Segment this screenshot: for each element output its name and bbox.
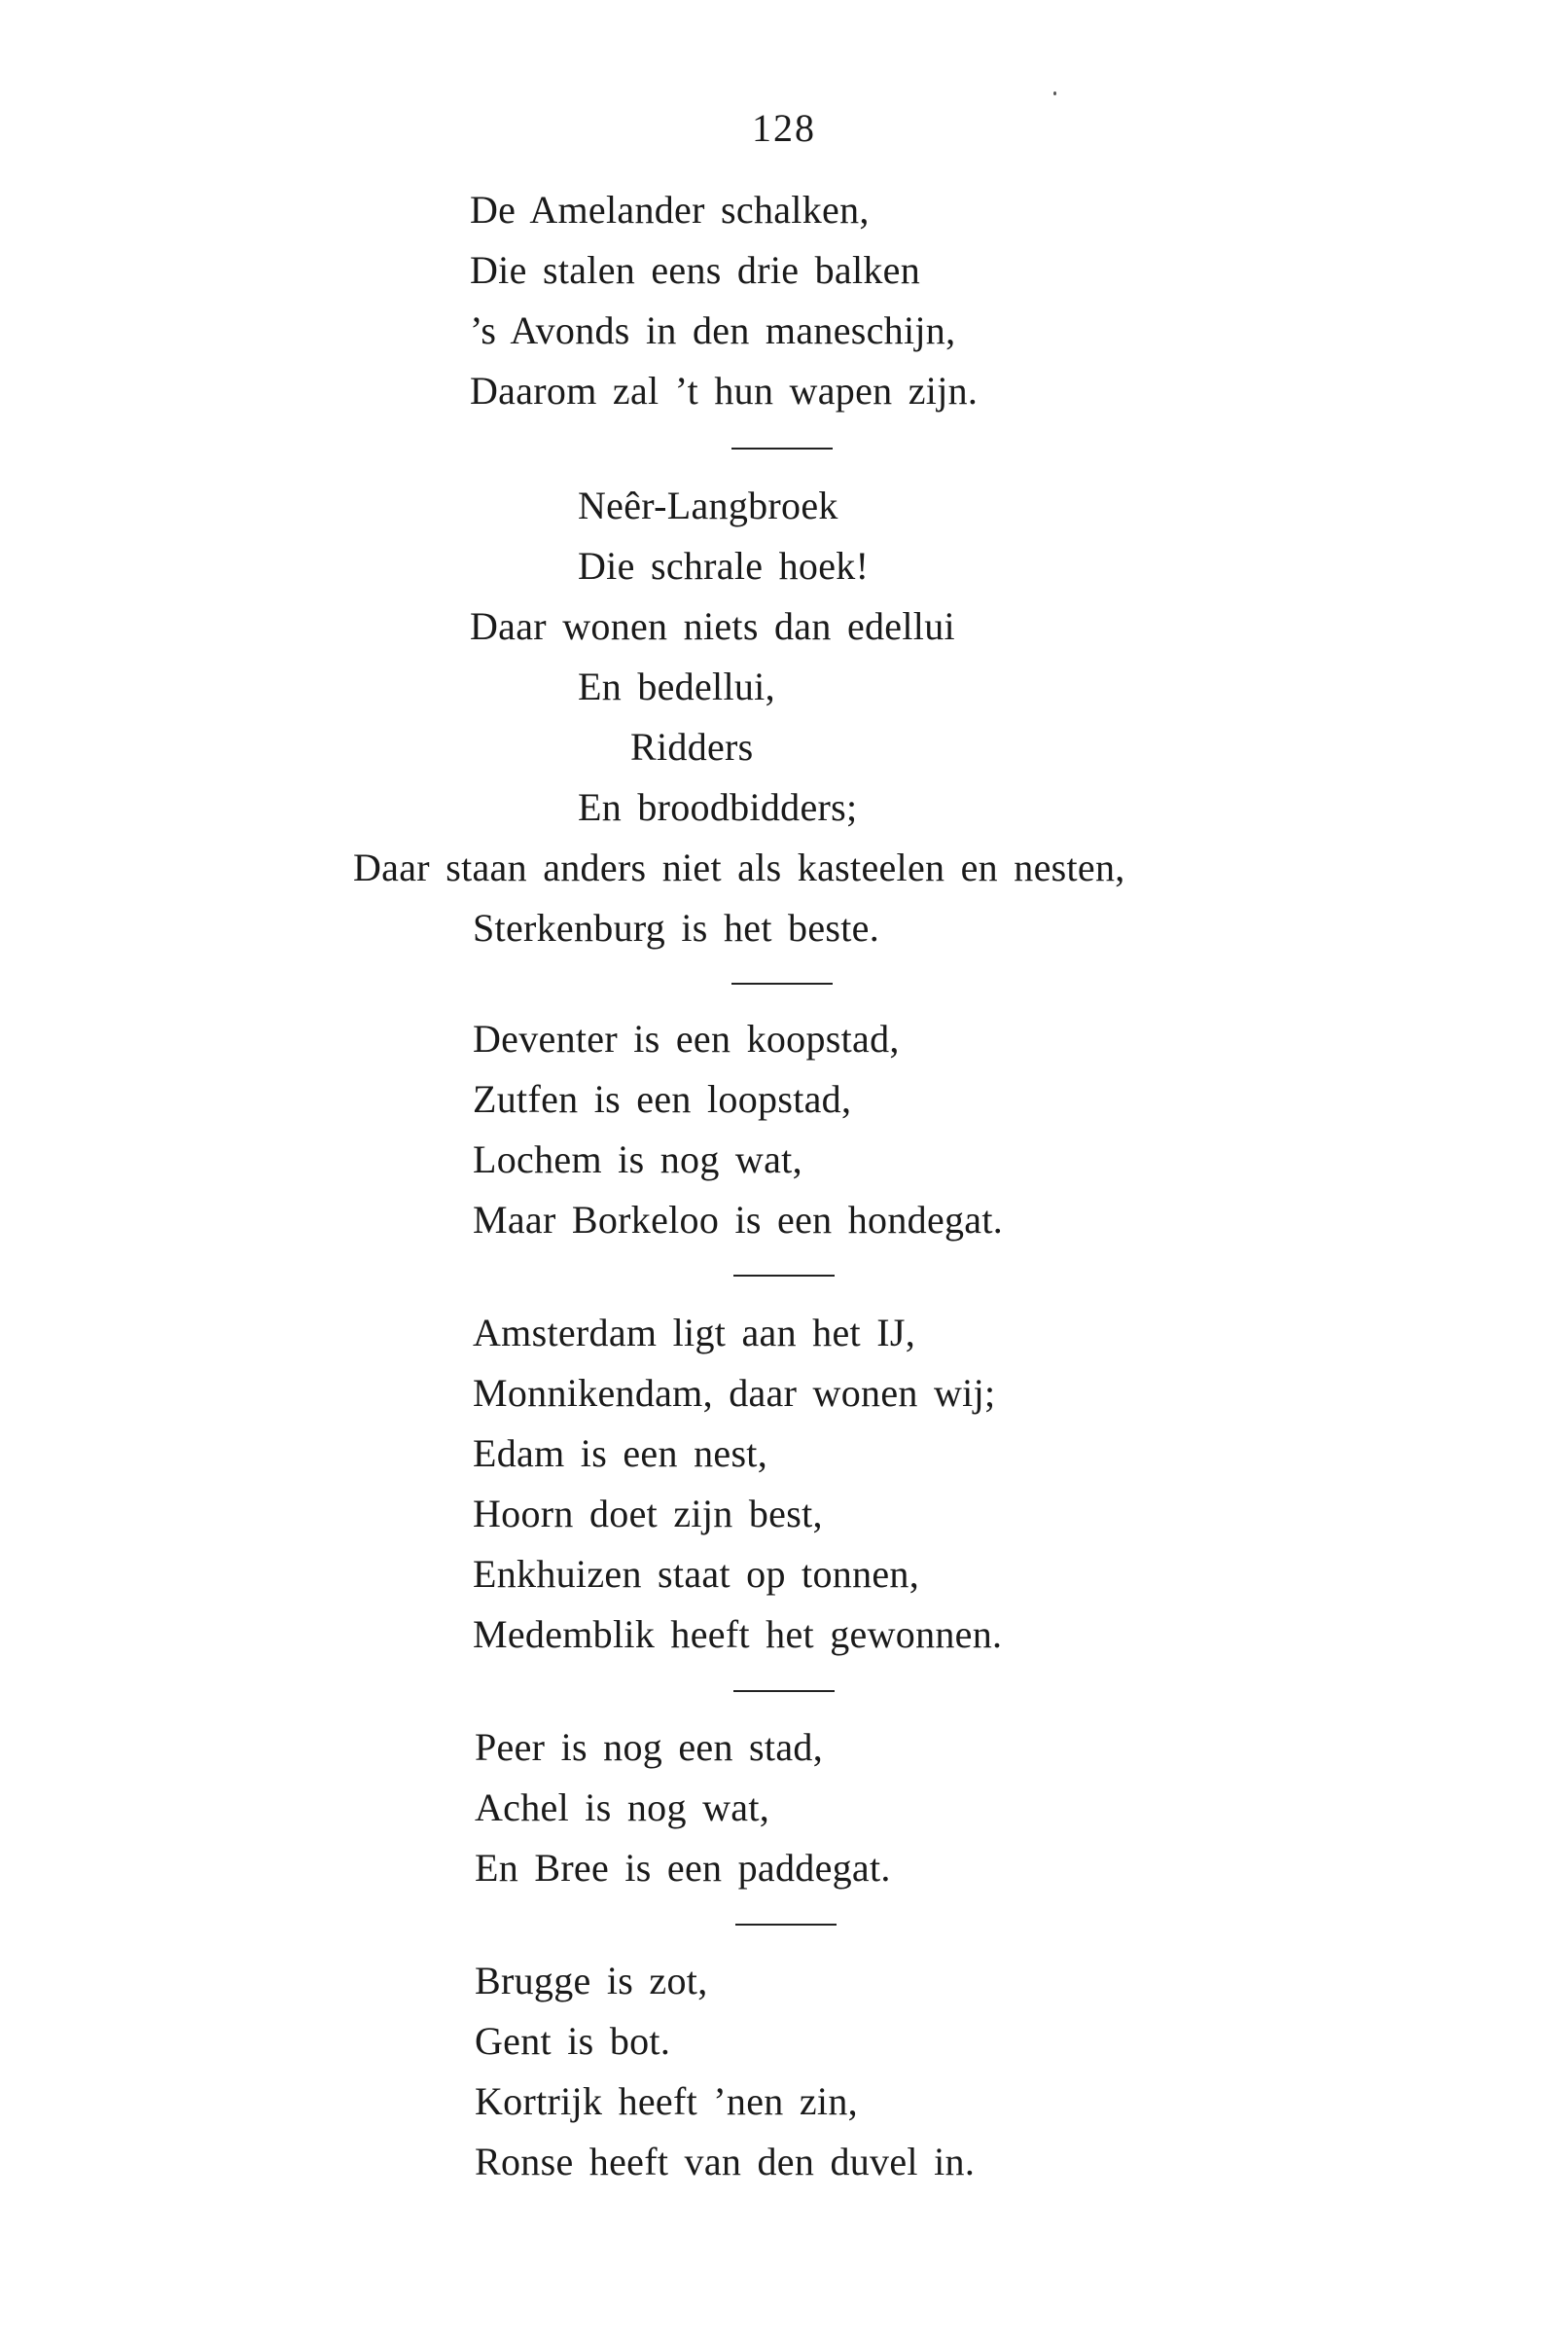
verse-line: Ronse heeft van den duvel in. <box>475 2140 976 2183</box>
verse-line: Die schrale hoek! <box>578 544 870 588</box>
paper-speck <box>1053 91 1056 95</box>
verse-line: De Amelander schalken, <box>470 188 870 232</box>
verse-line: Medemblik heeft het gewonnen. <box>473 1612 1003 1656</box>
verse-line: Deventer is een koopstad, <box>473 1017 900 1061</box>
verse-line: En Bree is een paddegat. <box>475 1846 891 1890</box>
verse-line: En bedellui, <box>578 665 775 708</box>
verse-line: Brugge is zot, <box>475 1959 708 2002</box>
verse-line: Daarom zal ’t hun wapen zijn. <box>470 369 979 413</box>
verse-line: Daar staan anders niet als kasteelen en nesten, <box>353 846 1125 889</box>
verse-line: Neêr-Langbroek <box>578 484 838 527</box>
page-number: 128 <box>752 106 816 150</box>
verse-line: Edam is een nest, <box>473 1431 768 1475</box>
verse-line: Die stalen eens drie balken <box>470 248 921 292</box>
verse-line: Hoorn doet zijn best, <box>473 1492 823 1535</box>
verse-line: Lochem is nog wat, <box>473 1137 802 1181</box>
verse-line: Kortrijk heeft ’nen zin, <box>475 2079 858 2123</box>
verse-line: Daar wonen niets dan edellui <box>470 604 955 648</box>
stanza-divider <box>731 983 833 985</box>
verse-line: Peer is nog een stad, <box>475 1725 823 1769</box>
verse-line: Ridders <box>630 725 754 769</box>
verse-line: Monnikendam, daar wonen wij; <box>473 1371 996 1415</box>
verse-line: Achel is nog wat, <box>475 1785 770 1829</box>
verse-line: Amsterdam ligt aan het IJ, <box>473 1311 916 1354</box>
verse-line: En broodbidders; <box>578 785 858 829</box>
stanza-divider <box>731 448 833 450</box>
verse-line: Maar Borkeloo is een hondegat. <box>473 1198 1004 1242</box>
verse-line: Zutfen is een loopstad, <box>473 1077 852 1121</box>
verse-line: Enkhuizen staat op tonnen, <box>473 1552 920 1596</box>
stanza-divider <box>735 1924 837 1926</box>
stanza-divider <box>733 1690 835 1692</box>
stanza-divider <box>733 1275 835 1277</box>
verse-line: Gent is bot. <box>475 2019 671 2063</box>
verse-line: Sterkenburg is het beste. <box>473 906 880 950</box>
verse-line: ’s Avonds in den maneschijn, <box>470 308 956 352</box>
